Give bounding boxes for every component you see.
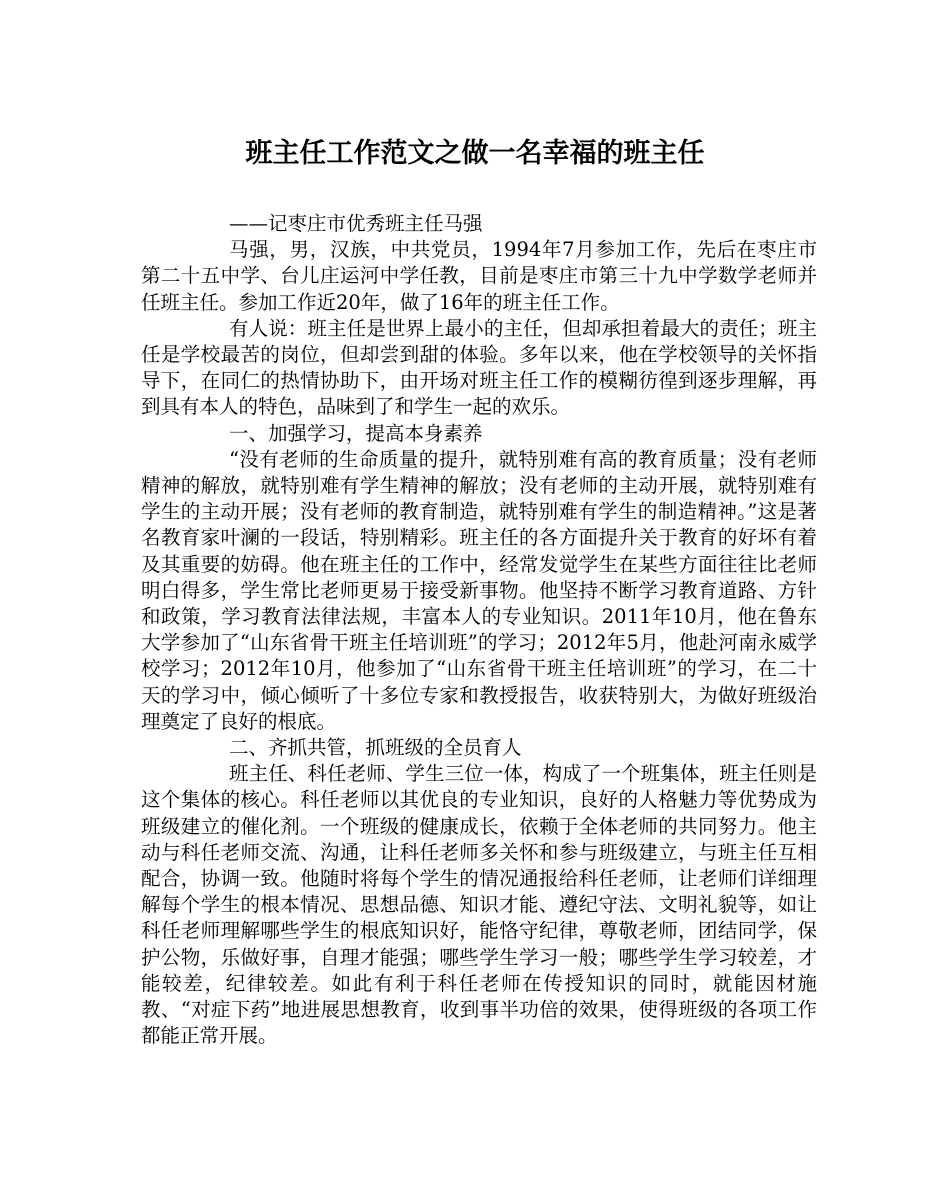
document-body: [141, 211, 817, 1050]
section-heading-1: 一、加强学习，提高本身素养: [229, 421, 483, 445]
intro-paragraph: 马强，男，汉族，中共党员，1994年7月参加工作，先后在枣庄市第二十五中学、台儿庄运河中学任教，目前是枣庄市第三十九中学数学老师并任班主任。参加工作近20年，做了16年的班主任工作。: [141, 238, 817, 314]
section-heading-2: 二、齐抓共管，抓班级的全员育人: [229, 736, 522, 760]
subtitle-paragraph: ——记枣庄市优秀班主任马强: [229, 212, 483, 235]
body-paragraph: 班主任、科任老师、学生三位一体，构成了一个班集体，班主任则是这个集体的核心。科任老师以其优良的专业知识，良好的人格魅力等优势成为班级建立的催化剂。一个班级的健康成长，依赖于全体老师的共同努力。他主动与科任老师交流、沟通，让科任老师多关怀和参与班级建立，与班主任互相配合，协调一致。他随时将每个学生的情况通报给科任老师，让老师们详细理解每个学生的根本情况、思想品德、知识才能、遵纪守法、文明礼貌等，如让科任老师理解哪些学生的根底知识好，能恪守纪律，尊敬老师，团结同学，保护公物，乐做好事，自理才能强；哪些学生学习一般；哪些学生学习较差，才能较差，纪律较差。如此有利于科任老师在传授知识的同时，就能因材施教、“对症下药”地进展思想教育，收到事半功倍的效果，使得班级的各项工作都能正常开展。: [141, 762, 817, 1048]
document-title: 班主任工作范文之做一名幸福的班主任: [245, 138, 705, 169]
body-paragraph: “没有老师的生命质量的提升，就特别难有高的教育质量；没有老师精神的解放，就特别难有学生精神的解放；没有老师的主动开展，就特别难有学生的主动开展；没有老师的教育制造，就特别难有学生的制造精神。”这是著名教育家叶澜的一段话，特别精彩。班主任的各方面提升关于教育的好坏有着及其重要的妨碍。他在班主任的工作中，经常发觉学生在某些方面往往比老师明白得多，学生常比老师更易于接受新事物。他坚持不断学习教育道路、方针和政策，学习教育法律法规，丰富本人的专业知识。2011年10月，他在鲁东大学参加了“山东省骨干班主任培训班”的学习；2012年5月，他赴河南永威学校学习；2012年10月，他参加了“山东省骨干班主任培训班”的学习，在二十天的学习中，倾心倾听了十多位专家和教授报告，收获特别大，为做好班级治理奠定了良好的根底。: [141, 447, 817, 733]
body-paragraph: 有人说：班主任是世界上最小的主任，但却承担着最大的责任；班主任是学校最苦的岗位，但却尝到甜的体验。多年以来，他在学校领导的关怀指导下，在同仁的热情协助下，由开场对班主任工作的模糊彷徨到逐步理解，再到具有本人的特色，品味到了和学生一起的欢乐。: [141, 316, 817, 419]
